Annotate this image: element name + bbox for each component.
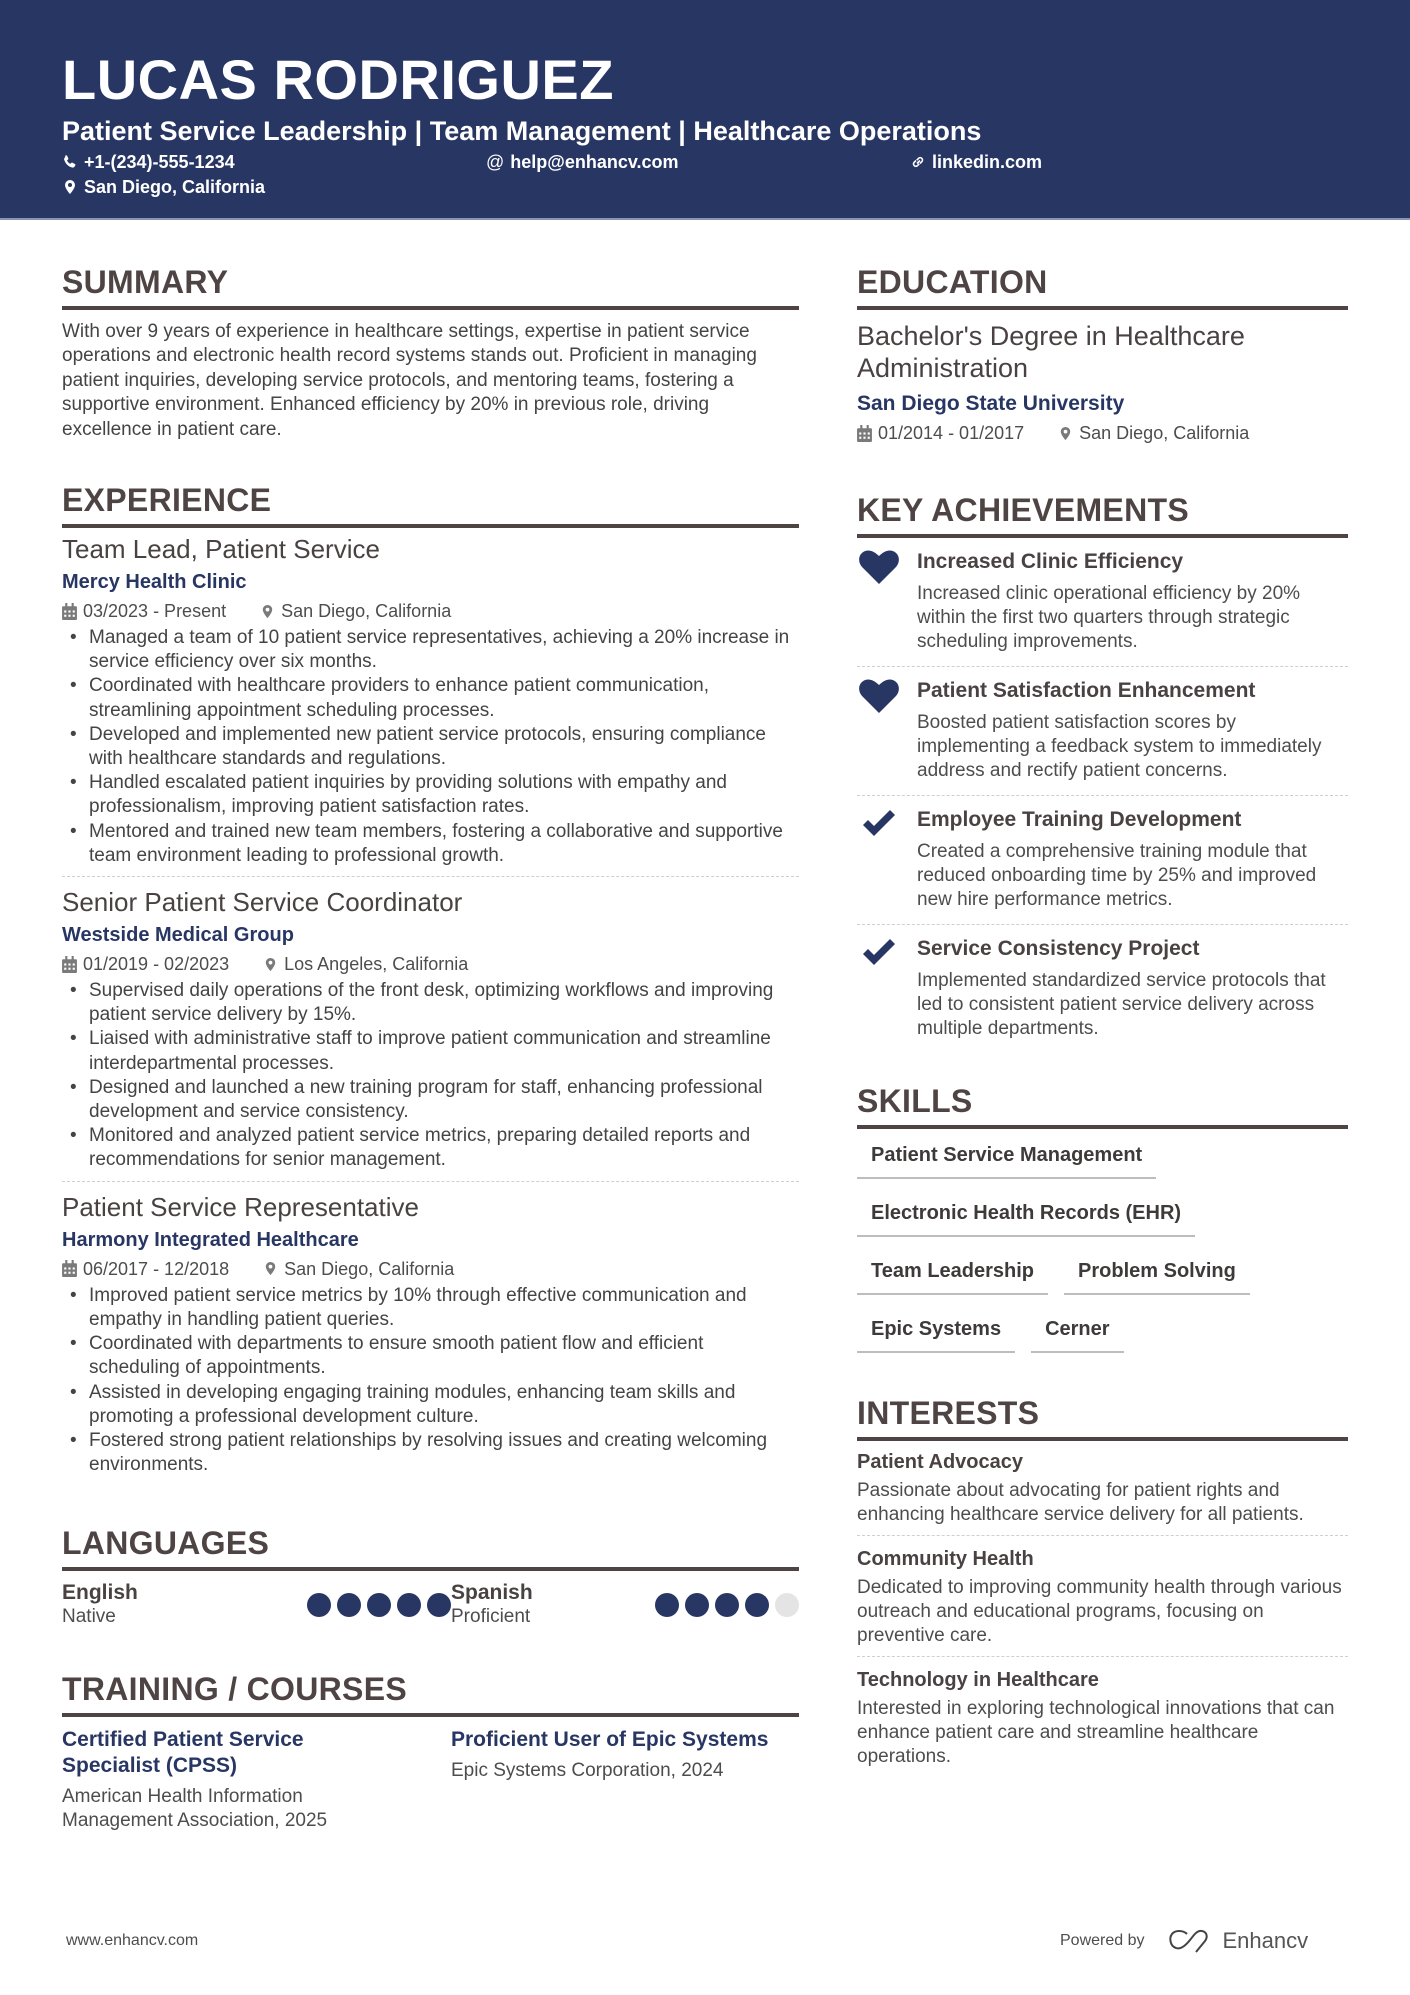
- section-title: INTERESTS: [857, 1395, 1040, 1431]
- skill-tag: Patient Service Management: [857, 1131, 1156, 1179]
- dot-filled: [685, 1593, 709, 1617]
- achievement-desc: Created a comprehensive training module that reduced onboarding time by 25% and improved new hire performance metrics.: [917, 841, 1317, 910]
- summary-section: [62, 262, 799, 442]
- job-company: Harmony Integrated Healthcare: [62, 1228, 359, 1251]
- skill-tag: Cerner: [1031, 1305, 1123, 1353]
- job-bullets: [62, 979, 799, 1173]
- section-title: TRAINING / COURSES: [62, 1671, 407, 1708]
- skill-tag: Electronic Health Records (EHR): [857, 1189, 1195, 1237]
- bullet-item: • Handled escalated patient inquiries by providing solutions with empathy and professionalism, improving patient satisfaction rates.: [62, 771, 799, 819]
- skills-section: [857, 1081, 1348, 1363]
- job-meta: [62, 951, 799, 977]
- candidate-headline: Patient Service Leadership | Team Management | Healthcare Operations: [62, 116, 982, 146]
- heart-icon: [859, 679, 899, 713]
- section-title: EDUCATION: [857, 264, 1048, 300]
- skills-list: [857, 1131, 1348, 1363]
- achievement-item: [857, 924, 1348, 1053]
- interests-section: [857, 1393, 1348, 1777]
- job-title: Team Lead, Patient Service: [62, 534, 380, 565]
- achievement-item: [857, 538, 1348, 666]
- brand-name: Enhancv: [1222, 1928, 1309, 1953]
- education-meta: [857, 420, 1348, 446]
- job-dates: 01/2019 - 02/2023: [83, 954, 230, 975]
- right-column: [857, 262, 1348, 1777]
- interest-item: [857, 1656, 1348, 1777]
- job-title: Senior Patient Service Coordinator: [62, 887, 463, 918]
- job-bullets: [62, 1284, 799, 1478]
- language-item: [451, 1581, 799, 1629]
- bullet-item: • Monitored and analyzed patient service metrics, preparing detailed reports and recommendations for senior management.: [62, 1124, 799, 1172]
- contact-email[interactable]: [486, 151, 679, 173]
- job-company: Mercy Health Clinic: [62, 571, 247, 594]
- enhancv-logo-icon: [1167, 1928, 1213, 1954]
- job-location: San Diego, California: [281, 601, 452, 622]
- skill-tag: Team Leadership: [857, 1247, 1048, 1295]
- bullet-item: • Developed and implemented new patient service protocols, ensuring compliance with healthcare standards and regulations.: [62, 723, 799, 771]
- dot-empty: [775, 1593, 799, 1617]
- language-name: Spanish: [451, 1581, 533, 1605]
- section-title: EXPERIENCE: [62, 482, 272, 519]
- course-provider: Epic Systems Corporation, 2024: [451, 1760, 724, 1782]
- linkedin-text: linkedin.com: [932, 152, 1043, 172]
- section-divider: [857, 306, 1348, 310]
- job-dates: 06/2017 - 12/2018: [83, 1258, 230, 1279]
- section-divider: [62, 524, 799, 528]
- skill-tag: Epic Systems: [857, 1305, 1015, 1353]
- job-meta: [62, 598, 799, 624]
- contact-location: [62, 176, 265, 198]
- education-section: [857, 262, 1348, 446]
- language-level: Native: [62, 1606, 116, 1628]
- bullet-item: • Improved patient service metrics by 10% through effective communication and empathy in handling patient queries.: [62, 1284, 799, 1332]
- location-pin-icon: [263, 1260, 278, 1277]
- language-level: Proficient: [451, 1606, 531, 1628]
- language-name: English: [62, 1581, 138, 1605]
- job-location: Los Angeles, California: [284, 954, 469, 975]
- section-divider: [62, 306, 799, 310]
- language-item: [62, 1581, 451, 1629]
- education-degree: Bachelor's Degree in Healthcare Administration: [857, 321, 1245, 383]
- dot-filled: [715, 1593, 739, 1617]
- left-column: [62, 262, 799, 1833]
- achievement-title: Service Consistency Project: [917, 937, 1200, 960]
- achievement-desc: Increased clinic operational efficiency by 20% within the first two quarters through strategic scheduling improvements.: [917, 583, 1301, 652]
- location-pin-icon: [62, 179, 78, 195]
- dot-filled: [367, 1593, 391, 1617]
- achievement-title: Employee Training Development: [917, 808, 1242, 831]
- interest-item: [857, 1445, 1348, 1535]
- job-entry: [62, 532, 799, 876]
- job-location: San Diego, California: [284, 1258, 455, 1279]
- checkmark-icon: [859, 808, 899, 842]
- calendar-icon: [857, 425, 872, 442]
- courses-list: [62, 1727, 799, 1833]
- education-school: San Diego State University: [857, 392, 1125, 415]
- section-divider: [857, 1437, 1348, 1441]
- job-meta: [62, 1256, 799, 1282]
- dot-filled: [397, 1593, 421, 1617]
- link-icon: [910, 154, 926, 170]
- bullet-item: • Assisted in developing engaging training modules, enhancing team skills and promoting a professional development culture.: [62, 1381, 799, 1429]
- achievement-item: [857, 666, 1348, 795]
- achievement-desc: Implemented standardized service protocols that led to consistent patient service delivery across multiple departments.: [917, 970, 1326, 1039]
- achievement-desc: Boosted patient satisfaction scores by implementing a feedback system to immediately address and rectify patient concerns.: [917, 712, 1322, 781]
- bullet-item: • Designed and launched a new training program for staff, enhancing professional development and service consistency.: [62, 1076, 799, 1124]
- course-provider: American Health Information Management Association, 2025: [62, 1786, 328, 1832]
- achievement-title: Increased Clinic Efficiency: [917, 550, 1184, 573]
- bullet-item: • Managed a team of 10 patient service representatives, achieving a 20% increase in service efficiency over six months.: [62, 626, 799, 674]
- dot-filled: [427, 1593, 451, 1617]
- job-company: Westside Medical Group: [62, 924, 294, 947]
- job-entry: [62, 876, 799, 1181]
- contact-phone[interactable]: [62, 151, 235, 173]
- interest-desc: Passionate about advocating for patient rights and enhancing healthcare service delivery for all patients.: [857, 1480, 1304, 1525]
- location-pin-icon: [1058, 425, 1073, 442]
- dot-filled: [337, 1593, 361, 1617]
- proficiency-dots: [307, 1593, 451, 1617]
- section-title: SUMMARY: [62, 264, 229, 300]
- bullet-item: • Supervised daily operations of the front desk, optimizing workflows and improving patient service delivery by 15%.: [62, 979, 799, 1027]
- footer-website-link[interactable]: www.enhancv.com: [66, 1932, 199, 1949]
- training-section: [62, 1669, 799, 1833]
- languages-list: [62, 1581, 799, 1629]
- section-title: LANGUAGES: [62, 1525, 270, 1562]
- bullet-item: • Coordinated with departments to ensure smooth patient flow and efficient scheduling of appointments.: [62, 1332, 799, 1380]
- calendar-icon: [62, 1260, 77, 1277]
- footer-branding[interactable]: [1060, 1928, 1308, 1954]
- dot-filled: [745, 1593, 769, 1617]
- section-divider: [857, 1125, 1348, 1129]
- interest-title: Technology in Healthcare: [857, 1669, 1099, 1691]
- course-title: Proficient User of Epic Systems: [451, 1728, 769, 1752]
- bullet-item: • Mentored and trained new team members, fostering a collaborative and supportive team environment leading to professional growth.: [62, 820, 799, 868]
- location-text: San Diego, California: [84, 177, 266, 197]
- education-location: San Diego, California: [1079, 423, 1250, 443]
- interest-title: Community Health: [857, 1548, 1034, 1570]
- calendar-icon: [62, 956, 77, 973]
- enhancv-logo: [1167, 1928, 1309, 1954]
- course-item: [62, 1727, 451, 1833]
- email-text: help@enhancv.com: [510, 152, 679, 172]
- job-dates: 03/2023 - Present: [83, 601, 227, 622]
- powered-by-label: Powered by: [1060, 1932, 1145, 1949]
- summary-text: With over 9 years of experience in healthcare settings, expertise in patient service operations and electronic health record systems stands out. Proficient in managing patient inquiries, developing service protocols, and mentoring teams, fostering a supportive environment. Enhanced efficiency by 20% in previous role, driving excellence in patient care.: [62, 321, 757, 440]
- bullet-item: • Coordinated with healthcare providers to enhance patient communication, streamlining appointment scheduling processes.: [62, 674, 799, 722]
- contact-linkedin[interactable]: [910, 151, 1042, 173]
- interest-title: Patient Advocacy: [857, 1451, 1023, 1473]
- experience-section: [62, 480, 799, 1485]
- section-title: KEY ACHIEVEMENTS: [857, 492, 1189, 528]
- interest-desc: Interested in exploring technological innovations that can enhance patient care and streamline healthcare operations.: [857, 1698, 1335, 1767]
- achievement-title: Patient Satisfaction Enhancement: [917, 679, 1256, 702]
- section-title: SKILLS: [857, 1083, 973, 1119]
- course-title: Certified Patient Service Specialist (CPSS): [62, 1728, 304, 1778]
- bullet-item: • Liaised with administrative staff to improve patient communication and streamline interdepartmental processes.: [62, 1027, 799, 1075]
- job-title: Patient Service Representative: [62, 1191, 419, 1222]
- at-icon: @: [486, 152, 505, 172]
- dot-filled: [307, 1593, 331, 1617]
- education-dates: 01/2014 - 01/2017: [878, 423, 1025, 443]
- phone-icon: [62, 154, 78, 170]
- proficiency-dots: [655, 1593, 799, 1617]
- candidate-name: LUCAS RODRIGUEZ: [62, 48, 614, 111]
- section-divider: [62, 1567, 799, 1571]
- phone-text: +1-(234)-555-1234: [84, 152, 235, 172]
- location-pin-icon: [263, 956, 278, 973]
- calendar-icon: [62, 603, 77, 620]
- interest-desc: Dedicated to improving community health through various outreach and educational programs, focusing on preventive care.: [857, 1577, 1342, 1646]
- job-bullets: [62, 626, 799, 868]
- achievements-section: [857, 490, 1348, 1053]
- interest-item: [857, 1535, 1348, 1656]
- checkmark-icon: [859, 937, 899, 971]
- section-divider: [62, 1713, 799, 1717]
- dot-filled: [655, 1593, 679, 1617]
- achievement-item: [857, 795, 1348, 924]
- location-pin-icon: [260, 603, 275, 620]
- skill-tag: Problem Solving: [1064, 1247, 1250, 1295]
- course-item: [451, 1727, 799, 1833]
- resume-header: [0, 0, 1410, 220]
- job-entry: [62, 1181, 799, 1486]
- languages-section: [62, 1523, 799, 1629]
- heart-icon: [859, 550, 899, 584]
- bullet-item: • Fostered strong patient relationships by resolving issues and creating welcoming environments.: [62, 1429, 799, 1477]
